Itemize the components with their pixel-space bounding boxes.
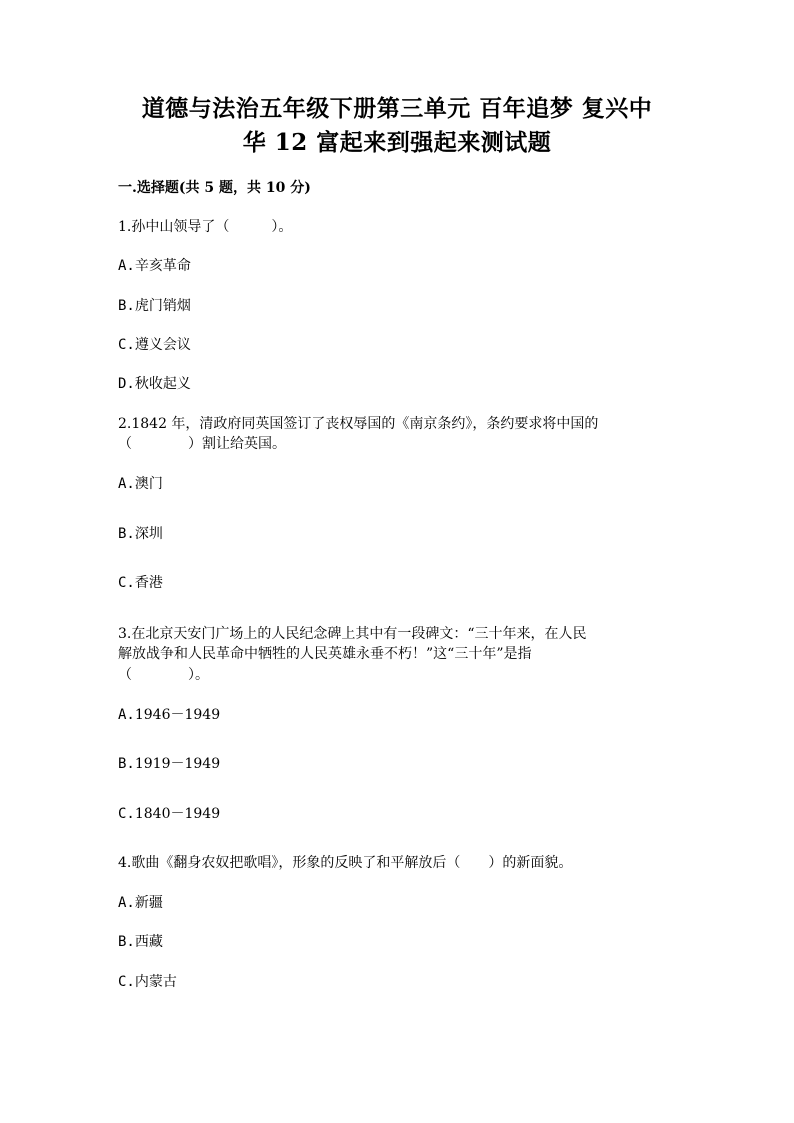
question-4-option-c: C.内蒙古 <box>118 974 177 990</box>
question-4-option-b: B.西藏 <box>118 934 163 950</box>
question-1-stem: 1.孙中山领导了（ ）。 <box>118 219 293 235</box>
question-4-option-a: A.新疆 <box>118 895 163 911</box>
question-1-option-c: C.遵义会议 <box>118 337 191 353</box>
question-1-option-d: D.秋收起义 <box>118 376 191 392</box>
question-2-option-b: B.深圳 <box>118 526 163 542</box>
question-3-stem-line-1: 3.在北京天安门广场上的人民纪念碑上其中有一段碑文：“三十年来，在人民 <box>118 626 587 642</box>
question-2-option-c: C.香港 <box>118 575 163 591</box>
section-heading: 一.选择题(共 5 题，共 10 分) <box>118 180 311 196</box>
question-2-stem-line-1: 2.1842 年，清政府同英国签订了丧权辱国的《南京条约》，条约要求将中国的 <box>118 416 599 432</box>
question-4-stem: 4.歌曲《翻身农奴把歌唱》，形象的反映了和平解放后（ ）的新面貌。 <box>118 855 573 871</box>
question-3-option-b: B.1919－1949 <box>118 756 221 772</box>
question-3-stem-line-3: （ ）。 <box>118 667 209 683</box>
question-2-stem-line-2: （ ）割让给英国。 <box>118 436 286 452</box>
title-line-2: 华 12 富起来到强起来测试题 <box>242 129 552 156</box>
question-3-option-c: C.1840－1949 <box>118 806 221 822</box>
question-1-option-a: A.辛亥革命 <box>118 258 191 274</box>
question-2-option-a: A.澳门 <box>118 476 163 492</box>
question-3-stem-line-2: 解放战争和人民革命中牺牲的人民英雄永垂不朽！”这“三十年”是指 <box>118 646 532 662</box>
question-1-option-b: B.虎门销烟 <box>118 298 191 314</box>
title-line-1: 道德与法治五年级下册第三单元 百年追梦 复兴中 <box>141 95 653 122</box>
question-3-option-a: A.1946－1949 <box>118 707 221 723</box>
page-title <box>100 92 694 160</box>
